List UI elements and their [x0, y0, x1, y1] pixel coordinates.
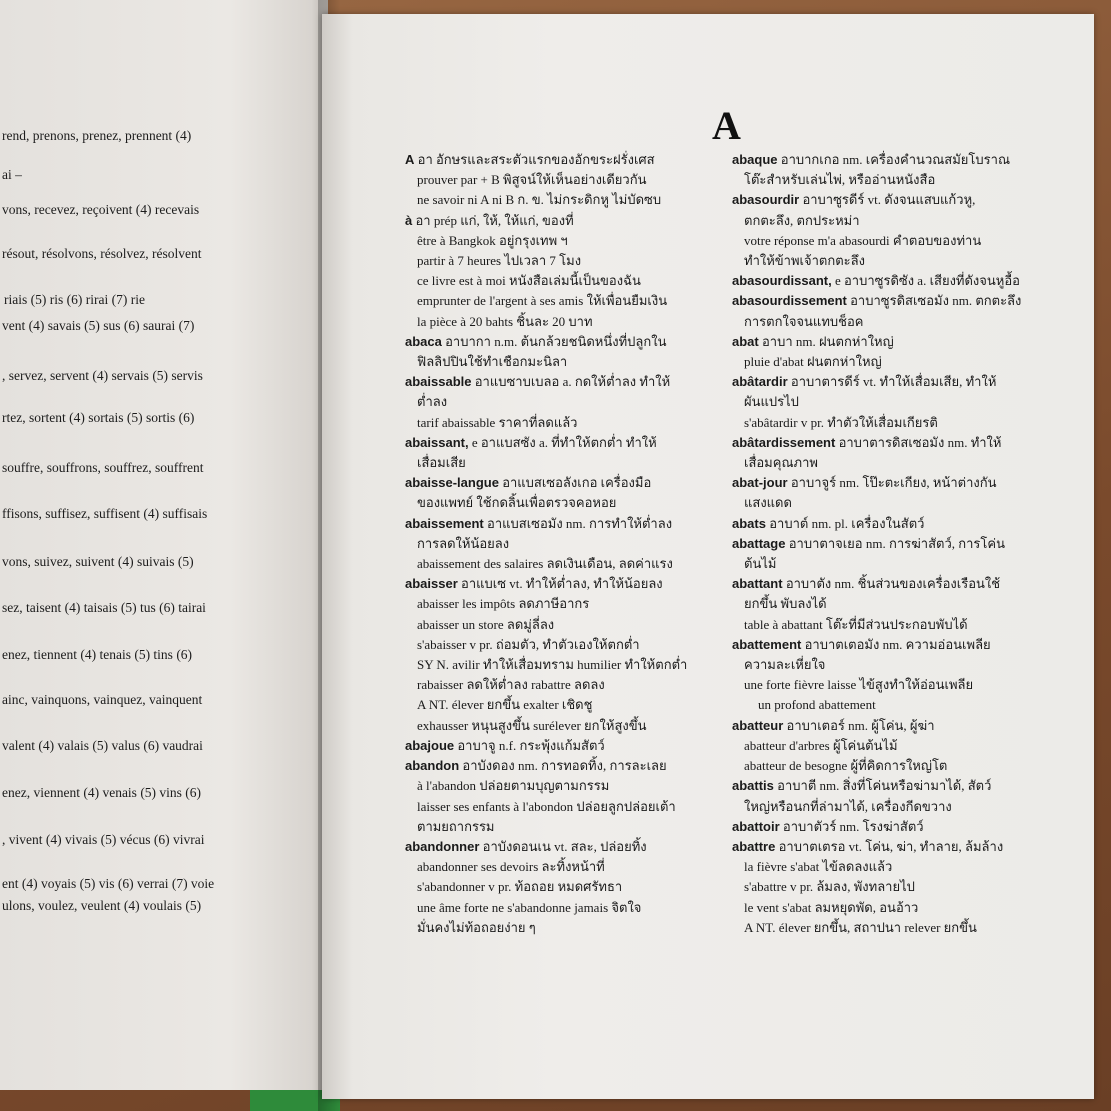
dictionary-entry-line — [732, 574, 1062, 594]
left-page-line: ainc, vainquons, vainquez, vainquent — [2, 692, 203, 707]
dictionary-entry-line — [732, 756, 1062, 776]
headword: abaissable — [405, 374, 472, 390]
entry-text: ฟิลลิปปินใช้ทำเชือกมะนิลา — [417, 354, 568, 370]
entry-text: ต้นไม้ — [744, 556, 777, 572]
dictionary-entry-line — [732, 514, 1062, 534]
headword: abajoue — [405, 737, 455, 753]
left-page — [0, 0, 328, 1090]
entry-text: abandonner ses devoirs ละทิ้งหน้าที่ — [417, 859, 605, 875]
entry-text: อาบาตี nm. สิ่งที่โค่นหรือฆ่ามาได้, สัตว์ — [773, 778, 992, 794]
dictionary-entry-line — [732, 231, 1062, 251]
entry-text: อาบาซูรดิสเซอมัง nm. ตกตะลึง — [846, 293, 1022, 309]
left-page-line: ffisons, suffisez, suffisent (4) suffisais — [2, 506, 208, 521]
entry-text: อาบาตัวร์ nm. โรงฆ่าสัตว์ — [779, 818, 924, 834]
dictionary-entry-line — [405, 453, 725, 473]
dictionary-entry-line — [732, 291, 1062, 311]
entry-text: abaisser un store ลดมู่ลี่ลง — [417, 616, 555, 632]
entry-text: ตามยถากรรม — [417, 818, 495, 834]
entry-text: emprunter de l'argent à ses amis ให้เพื่อนยืมเงิน — [417, 293, 668, 309]
entry-text: à l'abandon ปล่อยตามบุญตามกรรม — [417, 778, 610, 794]
left-page-line: vons, suivez, suivent (4) suivais (5) — [2, 554, 194, 569]
entry-text: เสื่อมเสีย — [417, 455, 466, 471]
dictionary-entry-line — [405, 352, 725, 372]
headword: abaisse-langue — [405, 475, 499, 491]
entry-text: e อาแบสซัง a. ที่ทำให้ตกต่ำ ทำให้ — [468, 434, 657, 450]
entry-text: abaissement des salaires ลดเงินเดือน, ลดค่าแรง — [417, 556, 673, 572]
entry-text: อาบาตารดิสเซอมัง nm. ทำให้ — [835, 434, 1002, 450]
entry-text: s'abâtardir v pr. ทำตัวให้เสื่อมเกียรติ — [744, 414, 938, 430]
dictionary-entry-line — [405, 695, 725, 715]
entry-text: อาบากเกอ nm. เครื่องคำนวณสมัยโบราณ — [777, 152, 1010, 167]
dictionary-entry-line — [732, 877, 1062, 897]
left-page-line: valent (4) valais (5) valus (6) vaudrai — [2, 738, 203, 753]
dictionary-entry-line — [732, 716, 1062, 736]
dictionary-entry-line — [732, 493, 1062, 513]
entry-text: abaisser les impôts ลดภาษีอากร — [417, 596, 590, 612]
entry-text: ต่ำลง — [417, 394, 448, 410]
dictionary-entry-line — [405, 271, 725, 291]
entry-text: abatteur de besogne ผู้ที่คิดการใหญ่โต — [744, 758, 948, 774]
dictionary-entry-line — [732, 554, 1062, 574]
entry-text: ของแพทย์ ใช้กดลิ้นเพื่อตรวจคอหอย — [417, 495, 617, 511]
entry-text: ตกตะลึง, ตกประหม่า — [744, 212, 860, 228]
dictionary-entry-line — [732, 413, 1062, 433]
dictionary-entry-line — [405, 756, 725, 776]
left-page-line: riais (5) ris (6) rirai (7) rie — [4, 292, 145, 307]
dictionary-entry-line — [405, 190, 725, 210]
dictionary-entry-line — [405, 655, 725, 675]
headword: A — [405, 152, 415, 167]
dictionary-entry-line — [732, 635, 1062, 655]
dictionary-entry-line — [405, 150, 725, 170]
headword: abâtardissement — [732, 434, 836, 450]
entry-text: ยกขึ้น พับลงได้ — [744, 596, 827, 612]
entry-text: une âme forte ne s'abandonne jamais จิตใจ — [417, 899, 642, 915]
entry-text: A NT. élever ยกขึ้น exalter เชิดชู — [417, 697, 593, 713]
entry-text: การตกใจจนแทบช็อค — [744, 313, 864, 329]
dictionary-entry-line — [732, 453, 1062, 473]
headword: abaisser — [405, 576, 458, 592]
right-page — [322, 14, 1094, 1099]
dictionary-entry-line — [405, 170, 725, 190]
dictionary-entry-line — [732, 433, 1062, 453]
entry-text: อาบาต์ nm. pl. เครื่องในสัตว์ — [765, 515, 925, 531]
left-page-line: sez, taisent (4) taisais (5) tus (6) tairai — [2, 600, 206, 615]
headword: abasourdissement — [732, 293, 847, 309]
headword: abâtardir — [732, 374, 788, 390]
dictionary-entry-line — [732, 817, 1062, 837]
entry-text: s'abattre v pr. ล้มลง, พังทลายไป — [744, 879, 915, 895]
entry-text: อาบาตารดีร์ vt. ทำให้เสื่อมเสีย, ทำให้ — [787, 374, 997, 390]
dictionary-entry-line — [405, 736, 725, 756]
headword: abaque — [732, 152, 778, 167]
headword: abaca — [405, 333, 442, 349]
headword: à — [405, 212, 413, 228]
entry-text: exhausser หนุนสูงขึ้น surélever ยกให้สูงขึ้น — [417, 717, 647, 733]
section-letter-heading: A — [712, 103, 741, 148]
left-page-line: vent (4) savais (5) sus (6) saurai (7) — [2, 318, 195, 333]
left-page-line: enez, tiennent (4) tenais (5) tins (6) — [2, 647, 193, 662]
entry-text: rabaisser ลดให้ต่ำลง rabattre ลดลง — [417, 677, 605, 693]
entry-text: อาบา nm. ฝนตกห่าใหญ่ — [758, 333, 894, 349]
dictionary-entry-line — [732, 857, 1062, 877]
dictionary-entry-line — [405, 534, 725, 554]
dictionary-entry-line — [405, 716, 725, 736]
dictionary-entry-line — [405, 251, 725, 271]
dictionary-entry-line — [732, 898, 1062, 918]
headword: abattage — [732, 535, 786, 551]
entry-text: อาบาเตอร์ nm. ผู้โค่น, ผู้ฆ่า — [783, 717, 935, 733]
entry-text: อาบาตาจเยอ nm. การฆ่าสัตว์, การโค่น — [785, 535, 1005, 551]
dictionary-entry-line — [405, 554, 725, 574]
entry-text: มั่นคงไม่ท้อถอยง่าย ๆ — [417, 919, 536, 935]
dictionary-entry-line — [732, 473, 1062, 493]
entry-text: être à Bangkok อยู่กรุงเทพ ฯ — [417, 232, 568, 248]
dictionary-entry-line — [405, 877, 725, 897]
entry-text: อาแบสเซอมัง nm. การทำให้ต่ำลง — [483, 515, 673, 531]
dictionary-entry-line — [405, 918, 725, 938]
dictionary-entry-line — [405, 332, 725, 352]
entry-text: la fièvre s'abat ไข้ลดลงแล้ว — [744, 859, 893, 875]
left-page-line: ai – — [2, 167, 22, 182]
dictionary-entry-line — [405, 312, 725, 332]
dictionary-entry-line — [405, 594, 725, 614]
entry-text: s'abandonner v pr. ท้อถอย หมดศรัทธา — [417, 879, 623, 895]
headword: abattre — [732, 838, 776, 854]
dictionary-entry-line — [405, 675, 725, 695]
entry-text: เสื่อมคุณภาพ — [744, 455, 818, 471]
dictionary-entry-line — [732, 776, 1062, 796]
entry-text: อาบาจู n.f. กระพุ้งแก้มสัตว์ — [454, 737, 605, 753]
dictionary-entry-line — [405, 473, 725, 493]
entry-text: prouver par + B พิสูจน์ให้เห็นอย่างเดียวกัน — [417, 172, 647, 188]
entry-text: การลดให้น้อยลง — [417, 535, 510, 551]
entry-text: อาบาซูรดีร์ vt. ดังจนแสบแก้วหู, — [799, 192, 976, 208]
entry-text: อาบากา n.m. ต้นกล้วยชนิดหนึ่งที่ปลูกใน — [441, 333, 667, 349]
dictionary-entry-line — [732, 271, 1062, 291]
entry-text: อาบาตัง nm. ชิ้นส่วนของเครื่องเรือนใช้ — [782, 576, 1001, 592]
left-page-line: rtez, sortent (4) sortais (5) sortis (6) — [2, 410, 195, 425]
headword: abandonner — [405, 838, 480, 854]
dictionary-entry-line — [732, 797, 1062, 817]
dictionary-entry-line — [405, 211, 725, 231]
dictionary-entry-line — [732, 736, 1062, 756]
dictionary-entry-line — [405, 837, 725, 857]
dictionary-entry-line — [732, 837, 1062, 857]
entry-text: partir à 7 heures ไปเวลา 7 โมง — [417, 253, 582, 269]
headword: abats — [732, 515, 766, 531]
entry-text: un profond abattement — [758, 697, 876, 713]
dictionary-entry-line — [405, 514, 725, 534]
entry-text: ใหญ่หรือนกที่ล่ามาได้, เครื่องกีดขวาง — [744, 798, 952, 814]
dictionary-entry-line — [405, 291, 725, 311]
entry-text: abatteur d'arbres ผู้โค่นต้นไม้ — [744, 737, 898, 753]
dictionary-entry-line — [405, 493, 725, 513]
entry-text: โต๊ะสำหรับเล่นไพ่, หรืออ่านหนังสือ — [744, 172, 936, 188]
entry-text: A NT. élever ยกขึ้น, สถาปนา relever ยกขึ้น — [744, 919, 977, 935]
headword: abasourdissant, — [732, 273, 832, 289]
entry-text: ผันแปรไป — [744, 394, 799, 410]
left-page-line: , vivent (4) vivais (5) vécus (6) vivrai — [2, 832, 205, 847]
dictionary-entry-line — [405, 372, 725, 392]
entry-text: votre réponse m'a abasourdi คำตอบของท่าน — [744, 232, 982, 248]
dictionary-entry-line — [405, 635, 725, 655]
dictionary-entry-line — [732, 150, 1062, 170]
left-page-line: résout, résolvons, résolvez, résolvent — [2, 246, 202, 261]
headword: abattis — [732, 778, 774, 794]
dictionary-entry-line — [732, 695, 1062, 715]
entry-text: SY N. avilir ทำให้เสื่อมทราม humilier ทำให้ตกต่ำ — [417, 657, 688, 673]
headword: abandon — [405, 758, 460, 774]
dictionary-column-left — [405, 150, 725, 938]
dictionary-entry-line — [405, 413, 725, 433]
entry-text: ความละเหี่ยใจ — [744, 657, 826, 673]
left-page-line: ulons, voulez, veulent (4) voulais (5) — [2, 898, 202, 913]
dictionary-entry-line — [405, 392, 725, 412]
entry-text: อาแบเซ vt. ทำให้ต่ำลง, ทำให้น้อยลง — [457, 576, 663, 592]
dictionary-entry-line — [732, 352, 1062, 372]
dictionary-entry-line — [732, 312, 1062, 332]
headword: abat-jour — [732, 475, 788, 491]
left-page-line: ent (4) voyais (5) vis (6) verrai (7) voie — [2, 876, 215, 891]
headword: abattant — [732, 576, 783, 592]
dictionary-entry-line — [732, 594, 1062, 614]
left-page-line: souffre, souffrons, souffrez, souffrent — [2, 460, 204, 475]
entry-text: e อาบาซูรดิซัง a. เสียงที่ดังจนหูอื้อ — [831, 273, 1020, 289]
entry-text: pluie d'abat ฝนตกห่าใหญ่ — [744, 354, 882, 370]
left-page-line: vons, recevez, reçoivent (4) recevais — [2, 202, 200, 217]
headword: abatteur — [732, 717, 784, 733]
dictionary-entry-line — [732, 372, 1062, 392]
left-page-line: , servez, servent (4) servais (5) servis — [2, 368, 203, 383]
dictionary-entry-line — [405, 857, 725, 877]
headword: abaissement — [405, 515, 484, 531]
dictionary-entry-line — [732, 251, 1062, 271]
dictionary-entry-line — [732, 615, 1062, 635]
entry-text: s'abaisser v pr. ถ่อมตัว, ทำตัวเองให้ตกต่ำ — [417, 636, 640, 652]
headword: abasourdir — [732, 192, 800, 208]
dictionary-entry-line — [732, 655, 1062, 675]
dictionary-entry-line — [732, 332, 1062, 352]
entry-text: อาแบสเซอลังเกอ เครื่องมือ — [498, 475, 652, 491]
entry-text: อาแบซาบเบลอ a. กดให้ต่ำลง ทำให้ — [471, 374, 671, 390]
entry-text: อาบาตเตรอ vt. โค่น, ฆ่า, ทำลาย, ล้มล้าง — [775, 838, 1004, 854]
dictionary-entry-line — [732, 190, 1062, 210]
entry-text: อา อักษรและสระตัวแรกของอักขระฝรั่งเศส — [414, 152, 655, 167]
dictionary-entry-line — [732, 675, 1062, 695]
dictionary-entry-line — [405, 231, 725, 251]
left-page-line: rend, prenons, prenez, prennent (4) — [2, 128, 192, 143]
dictionary-entry-line — [732, 392, 1062, 412]
headword: abat — [732, 333, 759, 349]
dictionary-column-right — [732, 150, 1062, 938]
dictionary-entry-line — [405, 776, 725, 796]
dictionary-entry-line — [405, 898, 725, 918]
entry-text: ce livre est à moi หนังสือเล่มนี้เป็นของฉัน — [417, 273, 641, 289]
entry-text: อาบาตเตอมัง nm. ความอ่อนเพลีย — [801, 636, 991, 652]
entry-text: ne savoir ni A ni B ก. ข. ไม่กระดิกหู ไม่บัดซบ — [417, 192, 662, 208]
entry-text: อาบังดอง nm. การทอดทิ้ง, การละเลย — [459, 758, 667, 774]
dictionary-entry-line — [732, 534, 1062, 554]
entry-text: ทำให้ข้าพเจ้าตกตะลึง — [744, 253, 865, 269]
entry-text: อาบังดอนเน vt. สละ, ปล่อยทิ้ง — [479, 838, 647, 854]
entry-text: แสงแดด — [744, 495, 792, 511]
entry-text: laisser ses enfants à l'abondon ปล่อยลูกปล่อยเต้า — [417, 798, 676, 814]
left-page-line: enez, viennent (4) venais (5) vins (6) — [2, 785, 202, 800]
headword: abattoir — [732, 818, 780, 834]
entry-text: table à abattant โต๊ะที่มีส่วนประกอบพับได้ — [744, 616, 968, 632]
entry-text: le vent s'abat ลมหยุดพัด, อนอ้าว — [744, 899, 919, 915]
dictionary-entry-line — [732, 170, 1062, 190]
dictionary-entry-line — [405, 797, 725, 817]
entry-text: la pièce à 20 bahts ชิ้นละ 20 บาท — [417, 313, 593, 329]
entry-text: tarif abaissable ราคาที่ลดแล้ว — [417, 414, 578, 430]
headword: abaissant, — [405, 434, 469, 450]
dictionary-entry-line — [405, 574, 725, 594]
dictionary-entry-line — [732, 918, 1062, 938]
entry-text: อา prép แก่, ให้, ให้แก่, ของที่ — [412, 212, 574, 228]
dictionary-entry-line — [405, 433, 725, 453]
entry-text: อาบาจูร์ nm. โป๊ะตะเกียง, หน้าต่างกัน — [787, 475, 997, 491]
dictionary-entry-line — [732, 211, 1062, 231]
dictionary-entry-line — [405, 615, 725, 635]
dictionary-entry-line — [405, 817, 725, 837]
entry-text: une forte fièvre laisse ไข้สูงทำให้อ่อนเพลีย — [744, 677, 974, 693]
headword: abattement — [732, 636, 802, 652]
